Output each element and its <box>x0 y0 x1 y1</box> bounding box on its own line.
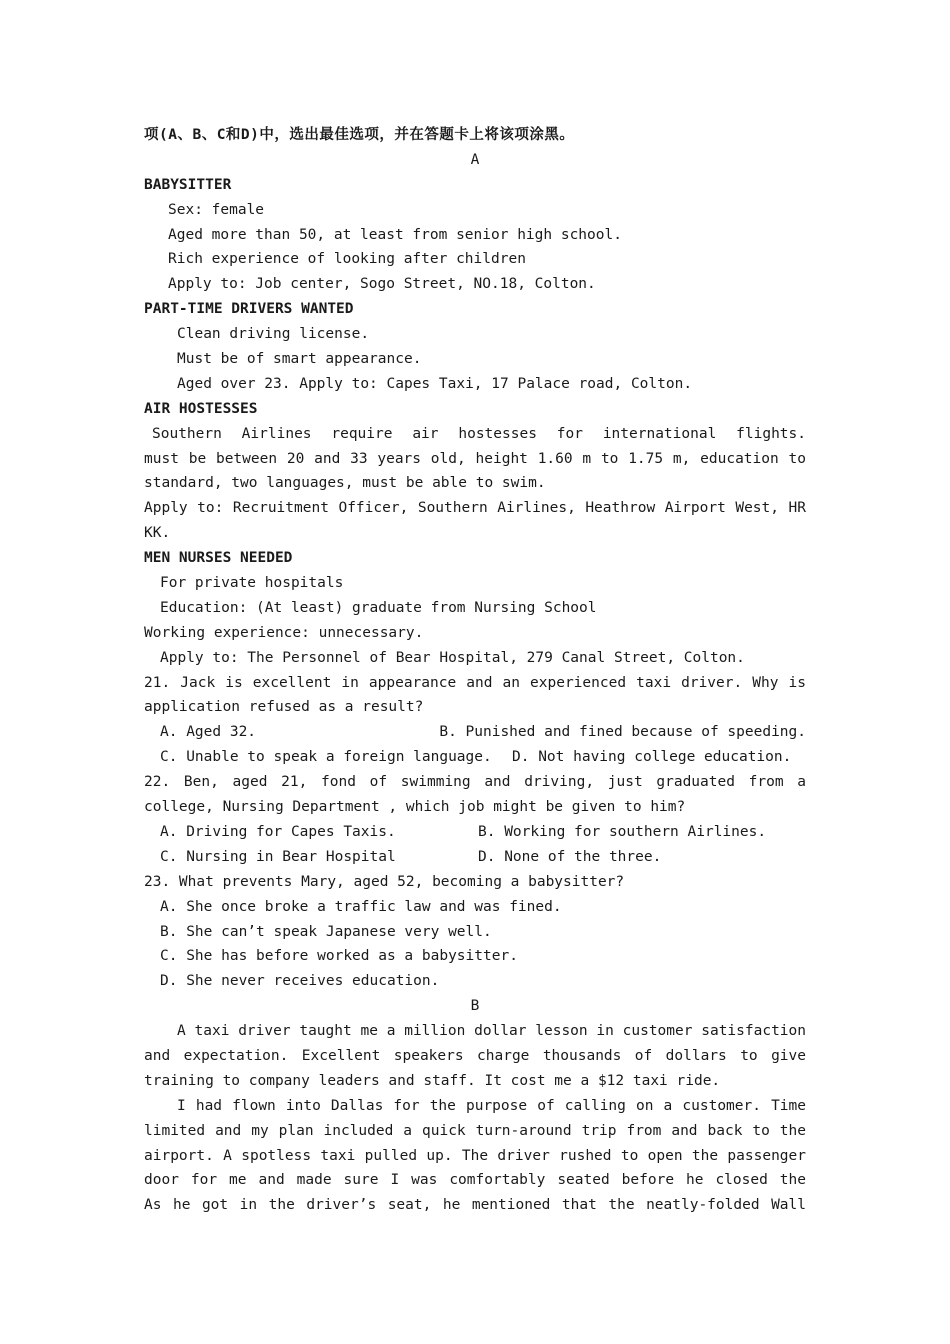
question-22-stem: college, Nursing Department , which job might be given to him? <box>144 799 686 816</box>
option-d[interactable]: D. She never receives education. <box>160 973 440 990</box>
option-c[interactable]: C. She has before worked as a babysitter. <box>160 948 518 965</box>
option-b[interactable]: B. She can’t speak Japanese very well. <box>160 923 492 940</box>
babysitter-line: Sex: female <box>168 201 265 218</box>
option-c[interactable]: C. Unable to speak a foreign language. <box>160 749 492 766</box>
nurses-line: Apply to: The Personnel of Bear Hospital, 279 Canal Street, Colton. <box>160 649 745 666</box>
question-21-options <box>144 745 806 770</box>
passage-line: A taxi driver taught me a million dollar lesson in customer satisfaction <box>177 1023 806 1040</box>
passage-line: I had flown into Dallas for the purpose of calling on a customer. Time <box>177 1097 806 1114</box>
option-d[interactable]: D. Not having college education. <box>512 749 792 766</box>
drivers-line: Clean driving license. <box>177 326 370 343</box>
drivers-line: Aged over 23. Apply to: Capes Taxi, 17 Palace road, Colton. <box>177 375 693 392</box>
question-21-stem: application refused as a result? <box>144 699 424 716</box>
hostesses-line: KK. <box>144 525 171 542</box>
section-a-label: A <box>470 151 480 168</box>
question-23-stem: 23. What prevents Mary, aged 52, becoming a babysitter? <box>144 873 625 890</box>
nurses-line: Education: (At least) graduate from Nursing School <box>160 599 597 616</box>
hostesses-title: AIR HOSTESSES <box>144 400 258 417</box>
babysitter-title: BABYSITTER <box>144 176 232 193</box>
option-a[interactable]: A. She once broke a traffic law and was fined. <box>160 898 562 915</box>
nurses-line: Working experience: unnecessary. <box>144 624 424 641</box>
question-22-options <box>144 845 806 870</box>
drivers-title: PART-TIME DRIVERS WANTED <box>144 301 354 318</box>
option-b[interactable]: B. Punished and fined because of speeding. <box>439 724 806 741</box>
passage-line: training to company leaders and staff. It cost me a $12 taxi ride. <box>144 1072 721 1089</box>
document-content <box>144 123 806 1218</box>
drivers-line: Must be of smart appearance. <box>177 351 422 368</box>
babysitter-line: Apply to: Job center, Sogo Street, NO.18, Colton. <box>168 276 596 293</box>
hostesses-line: must be between 20 and 33 years old, height 1.60 m to 1.75 m, education to <box>144 450 806 467</box>
question-22-stem: 22. Ben, aged 21, fond of swimming and driving, just graduated from a <box>144 774 806 791</box>
passage-line: and expectation. Excellent speakers charge thousands of dollars to give <box>144 1047 806 1064</box>
intro-line: 项(A、B、C和D)中，选出最佳选项，并在答题卡上将该项涂黑。 <box>144 127 575 143</box>
passage-line: door for me and made sure I was comfortably seated before he closed the <box>144 1172 806 1189</box>
question-22-options <box>144 820 806 845</box>
passage-line: limited and my plan included a quick turn-around trip from and back to the <box>144 1122 806 1139</box>
question-21-stem: 21. Jack is excellent in appearance and an experienced taxi driver. Why is <box>144 674 806 691</box>
option-c[interactable]: C. Nursing in Bear Hospital <box>160 848 396 865</box>
passage-line: airport. A spotless taxi pulled up. The driver rushed to open the passenger <box>144 1147 806 1164</box>
question-21-options <box>144 720 806 745</box>
option-d[interactable]: D. None of the three. <box>478 848 662 865</box>
babysitter-line: Rich experience of looking after children <box>168 251 526 268</box>
babysitter-line: Aged more than 50, at least from senior high school. <box>168 226 622 243</box>
hostesses-line: Southern Airlines require air hostesses for international flights. <box>152 425 806 442</box>
nurses-title: MEN NURSES NEEDED <box>144 550 293 567</box>
hostesses-line: standard, two languages, must be able to swim. <box>144 475 546 492</box>
option-b[interactable]: B. Working for southern Airlines. <box>478 823 767 840</box>
nurses-line: For private hospitals <box>160 575 344 592</box>
section-b-label: B <box>470 998 480 1015</box>
hostesses-line: Apply to: Recruitment Officer, Southern Airlines, Heathrow Airport West, HR <box>144 500 806 517</box>
option-a[interactable]: A. Driving for Capes Taxis. <box>160 823 396 840</box>
passage-line: As he got in the driver’s seat, he mentioned that the neatly-folded Wall <box>144 1197 806 1214</box>
option-a[interactable]: A. Aged 32. <box>160 724 257 741</box>
